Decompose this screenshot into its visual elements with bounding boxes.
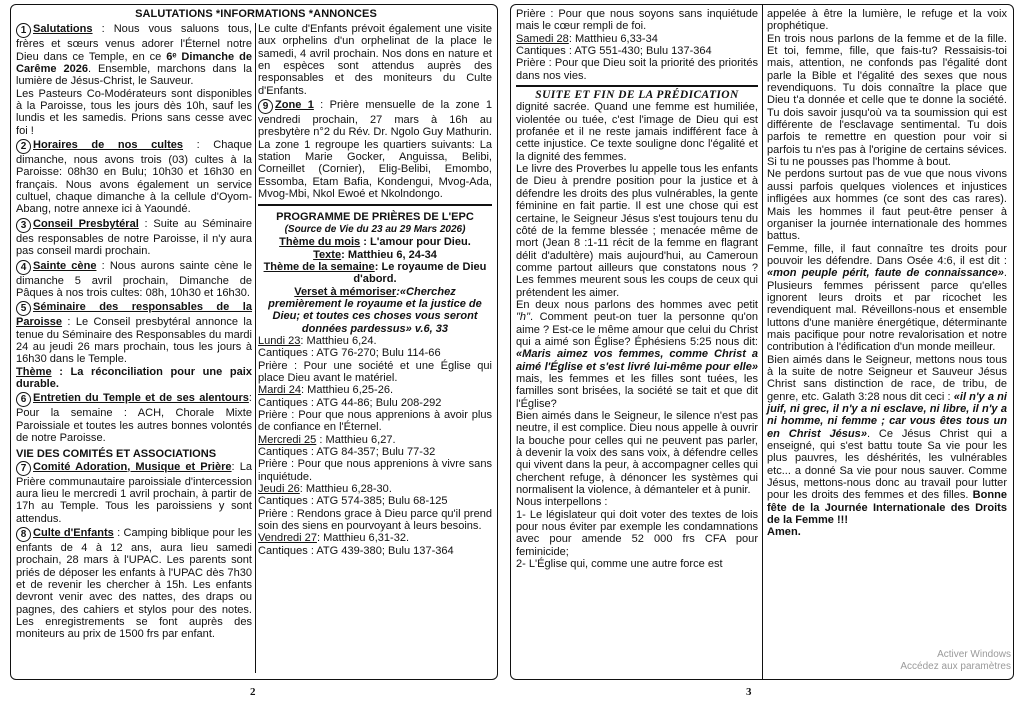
programme-theme-mois: Thème du mois : L'amour pour Dieu. bbox=[279, 236, 471, 249]
programme-days bbox=[258, 335, 492, 557]
day-label: Vendredi 27 bbox=[258, 532, 317, 545]
item-salutations: 1 Salutations : Nous vous saluons tous, frères et sœurs venus adorer l'Éternel notre Dieu dans ce Temple, en ce 6ᵉ Dimanche de Carême 2026. Ensemble, marchons dans la lumière de Jésus-Christ, le Sauveur. bbox=[16, 23, 252, 88]
sermon-paragraph: Le livre des Proverbes lu appelle tous les enfants de Dieu à prendre position pour la justice et à défendre les droits des plus vulnérables, la gente féminine en fait partie. Il est une chose qui est certaine, le Seigneur Jésus s'est toujours tenu du côté de la femme blessée ; menacée même de mort (Jean 8 :1-11 récit de la femme en flagrant délit d'adultère) mais aujourd'hui, au Cameroun comme partout ailleurs que constatons nous ? Les femmes meurent sous les coups de ceux qui prétendent les aimer. bbox=[516, 163, 758, 299]
day-priere: Prière : Pour que nous apprenions à avoir plus de confiance en l'Éternel. bbox=[258, 408, 492, 434]
section-title: SUITE ET FIN DE LA PRÉDICATION bbox=[535, 89, 739, 102]
samedi-line: Samedi 28: Matthieu 6,33-34 bbox=[516, 32, 658, 45]
sermon-paragraph: Ne perdons surtout pas de vue que nous vivons aussi parfois quelques violences et injustices infligées aux hommes (ce sont des cas rares). Mais les hommes il faut peut-être penser à organiser la journée internationale des hommes battus. bbox=[767, 168, 1007, 243]
item-salutations-pastors: Les Pasteurs Co-Modérateurs sont disponibles à la Paroisse, tous les jours dès 10h, sauf les lundis et les samedis. Prions sans cesse avec foi ! bbox=[16, 87, 252, 137]
sermon-paragraph: Bien aimés dans le Seigneur, le silence n'est pas neutre, il est complice. Dieu nous appelle à ouvrir la bouche pour celles qui ne peuvent pas parler, à devenir la voix des sans voix, à défendre celles qui vivent dans la peur, à accompagner celles qui cherchent refuge, à dénoncer les systèmes qui normalisent la violence, à démanteler et à punir. bbox=[516, 410, 758, 497]
sermon-paragraph: Bien aimés dans le Seigneur, mettons nous tous à la suite de notre Seigneur et Sauveur Jésus Christ sans distinction de race, de tribu, de genre, etc. Galath 3:28 nous dit ceci : «il n'y a ni juif, ni grec, il n'y a ni esclave, ni libre, il n'y a ni homme, ni femme ; car vous êtes tous un en Christ Jésus». Ce Jésus Christ qui a enseigné, qui s'est battu toute Sa vie pour les plus pauvres, les déshérités, les vulnérables etc... a donné Sa vie pour nous sauver. Comme Jésus, mettons-nous donc au travail pour lutter pour les droits des femmes et des filles. Bonne fête de la Journée Internationale des Droits de la Femme !!! bbox=[767, 353, 1007, 527]
samedi-cantiques: Cantiques : ATG 551-430; Bulu 137-364 bbox=[516, 45, 712, 58]
page-3 bbox=[510, 0, 1024, 703]
page-3-frame bbox=[510, 4, 1014, 680]
sermon-paragraph: dignité sacrée. Quand une femme est humiliée, violentée ou tuée, c'est l'image de Dieu qui est profanée et il ne reste jamais indifférent face à cette injustice. Ce texte souligne donc l'égalité et la dignité des femmes. bbox=[516, 101, 758, 163]
day-label: Mercredi 25 bbox=[258, 433, 317, 446]
sermon-amen: Amen. bbox=[767, 526, 801, 539]
item-culte-enfants: 8 Culte d'Enfants : Camping biblique pour les enfants de 4 à 12 ans, aura lieu samedi prochain, 28 mars à l'UPAC. Les parents sont priés de déposer les enfants à l'UPAC dès 7h30 et de revenir les chercher à 15h. Les enfants devront venir avec des nattes, des draps ou pagnes, des cahiers et stylos pour des notes. Les enregistrements se font auprès des moniteurs au prix de 1500 frs par enfant. bbox=[16, 527, 253, 641]
page-2-frame bbox=[10, 4, 498, 680]
item-comite: 7 Comité Adoration, Musique et Prière: La Prière communautaire paroissiale d'intercession aura lieu le mercredi 1 avril prochain, à partir de 17h au Temple. Tous les paroissiens y sont attendus. bbox=[16, 460, 252, 525]
column-divider bbox=[255, 23, 256, 673]
announcements-column-2 bbox=[258, 23, 492, 676]
item-zone: 9 Zone 1 : Prière mensuelle de la zone 1 vendredi prochain, 27 mars à 16h au presbytère n°2 du Rév. Dr. Ngolo Guy Mathurin. La zone 1 regroupe les quartiers suivants: La station Marie Gocker, Anguissa, Belibi, Corneillet (Cornier), Elig-Belibi, Emombo, Essomba, Etam Bafia, Kondengui, Mvog-Ada, Mvog-Mbi, Nkol Ewoé et Nkolndongo. bbox=[258, 99, 492, 201]
day-label: Samedi 28 bbox=[516, 32, 569, 45]
item-horaires: 2 Horaires de nos cultes : Chaque dimanche, nous avons trois (03) cultes à la Paroisse: 08h30 en Bulu; 10h30 et 16h30 en français. Nous avons également un service cultuel, chaque dimanche à la cellule d'Oyom-Abang, notre annexe ici à Yaoundé. bbox=[16, 139, 252, 216]
day-cantiques: Cantiques : ATG 76-270; Bulu 114-66 bbox=[258, 347, 441, 360]
page-2 bbox=[0, 0, 502, 703]
windows-activation-watermark: Activer Windows Accédez aux paramètres bbox=[900, 649, 1011, 672]
programme-verset: Verset à mémoriser:«Cherchez premièrement le royaume et la justice de Dieu; et toutes ces choses vous seront données pardessus» v.6, 33 bbox=[268, 285, 482, 335]
programme-texte: Texte: Matthieu 6, 24-34 bbox=[313, 248, 437, 261]
programme-day: Vendredi 27: Matthieu 6,31-32. Cantiques : ATG 439-380; Bulu 137-364 bbox=[258, 532, 492, 557]
item-seminaire-theme: Thème : La réconciliation pour une paix durable. bbox=[16, 365, 252, 390]
day-cantiques: Cantiques : ATG 44-86; Bulu 208-292 bbox=[258, 396, 442, 409]
day-priere: Prière : Pour que nous apprenions à vivre sans inquiétude. bbox=[258, 458, 492, 483]
day-priere: Prière : Pour une société et une Église qui place Dieu avant le matériel. bbox=[258, 359, 492, 384]
page-number-3: 3 bbox=[746, 686, 752, 698]
sermon-paragraph: appelée à être la lumière, le refuge et la voix prophétique. bbox=[767, 8, 1007, 33]
programme-title: PROGRAMME DE PRIÈRES DE L'EPC bbox=[276, 211, 474, 224]
samedi-priere: Prière : Pour que Dieu soit la priorité des priorités dans nos vies. bbox=[516, 57, 758, 82]
sermon-paragraph: En trois nous parlons de la femme et de la fille. Et toi, femme, fille, que fais-tu? Ressaisis-toi mais, attention, ne confonds pas l'égalité dont parle la Bible et l'égalité des sexes que nous revendiquons. Tu dois connaître la place que Dieu t'a donnée et celle que te donne la société. Tu dois savoir jusqu'où va ta soumission qui est différente de l'esclavage sentimental. Tu dois parfois te remettre en question pour voir si parfois tu n'es pas à l'origine de certains sévices. Si tu ne pousses pas l'homme à bout. bbox=[767, 32, 1007, 169]
prayer-friday: Prière : Pour que nous soyons sans inquiétude mais le cœur rempli de foi. bbox=[516, 8, 758, 33]
vie-comites-header: VIE DES COMITÉS ET ASSOCIATIONS bbox=[16, 448, 217, 461]
page-number-2: 2 bbox=[250, 686, 256, 698]
day-cantiques: Cantiques : ATG 574-385; Bulu 68-125 bbox=[258, 495, 448, 508]
day-cantiques: Cantiques : ATG 84-357; Bulu 77-32 bbox=[258, 446, 436, 458]
sermon-paragraph: Nous interpellons : bbox=[516, 496, 608, 509]
day-priere: Prière : Rendons grace à Dieu parce qu'il prend soin des siens en pourvoyant à leurs besoins. bbox=[258, 507, 492, 533]
item-conseil: 3 Conseil Presbytéral : Suite au Séminaire des responsables de notre Paroisse, il n'y aura pas conseil mardi prochain. bbox=[16, 217, 252, 258]
section-rule bbox=[516, 85, 758, 87]
announcements-header: SALUTATIONS *INFORMATIONS *ANNONCES bbox=[135, 8, 377, 20]
item-cene: 4 Sainte cène : Nous aurons sainte cène le dimanche 5 avril prochain, Dimanche de Pâques à nos trois cultes: 08h, 10h30 et 16h30. bbox=[16, 259, 252, 299]
sermon-paragraph: En deux nous parlons des hommes avec petit "h". Comment peut-on tuer la personne qu'on aime ? Est-ce le même amour que celui du Christ qui a aimé son Église? Éphésiens 5:25 nous dit: «Maris aimez vos femmes, comme Christ a aimé l'Église et s'est livré lui-même pour elle» mais, les femmes et les filles sont tuées, les familles sont brisées, la société se tait et que dit l'Église? bbox=[516, 298, 758, 410]
item-seminaire: 5 Séminaire des responsables de la Paroisse : Le Conseil presbytéral annonce la tenue du Séminaire des Responsables du mardi 24 au jeudi 26 mars prochain, tous les jours à 16h30 dans le Temple. bbox=[16, 301, 252, 366]
column-divider bbox=[762, 5, 763, 679]
sermon-column-2 bbox=[767, 8, 1007, 676]
sermon-column-1 bbox=[516, 8, 758, 676]
sermon-paragraph: 1- Le législateur qui doit voter des textes de lois pour nous éviter par exemple les condamnations avec pour amende 52 000 frs CFA pour feminicide; bbox=[516, 508, 758, 558]
sermon-paragraph: Femme, fille, il faut connaître tes droits pour pouvoir les défendre. Dans Osée 4:6, il est dit : «mon peuple périt, faute de connaissance». Plusieurs femmes périssent parce qu'elles ignorent leurs droits et par ricochet les revendiquent mal. Réveillons-nous et ensemble luttons d'une manière énergétique, déterminante mais pacifique pour notre revalorisation et notre contribution à l'édification d'un monde meilleur. bbox=[767, 242, 1007, 354]
item-culte-enfants-visit: Le culte d'Enfants prévoit également une visite aux orphelins d'un orphelinat de la place le samedi, 4 avril prochain. Nos dons en nature et en espèces sont attendus auprès des responsables et des moniteurs du Culte d'Enfants. bbox=[258, 23, 492, 97]
sermon-paragraph: 2- L'Église qui, comme une autre force est bbox=[516, 558, 723, 571]
programme-day: Lundi 23: Matthieu 6,24. Cantiques : ATG 76-270; Bulu 114-66 Prière : Pour une société et une Église qui place Dieu avant le matériel. bbox=[258, 334, 492, 384]
programme-day: Mardi 24: Matthieu 6,25-26. Cantiques : ATG 44-86; Bulu 208-292 Prière : Pour que nous apprenions à avoir plus de confiance en l'Éternel. bbox=[258, 384, 492, 434]
programme-divider bbox=[258, 204, 492, 206]
programme-source: (Source de Vie du 23 au 29 Mars 2026) bbox=[284, 223, 466, 235]
day-label: Lundi 23 bbox=[258, 334, 301, 347]
programme-theme-semaine: Thème de la semaine: Le royaume de Dieu d'abord. bbox=[263, 260, 487, 286]
day-label: Jeudi 26 bbox=[258, 483, 300, 496]
day-cantiques: Cantiques : ATG 439-380; Bulu 137-364 bbox=[258, 544, 454, 557]
programme-day: Jeudi 26: Matthieu 6,28-30. Cantiques : ATG 574-385; Bulu 68-125 Prière : Rendons grace à Dieu parce qu'il prend soin des siens en pourvoyant à leurs besoins. bbox=[258, 483, 492, 533]
item-entretien: 6 Entretien du Temple et de ses alentours: Pour la semaine : ACH, Chorale Mixte Paroissiale et toutes les autres bonnes volontés de notre Paroisse. bbox=[16, 392, 252, 444]
programme-day: Mercredi 25 : Matthieu 6,27. Cantiques : ATG 84-357; Bulu 77-32 Prière : Pour que nous apprenions à vivre sans inquiétude. bbox=[258, 433, 492, 483]
day-label: Mardi 24 bbox=[258, 384, 301, 397]
